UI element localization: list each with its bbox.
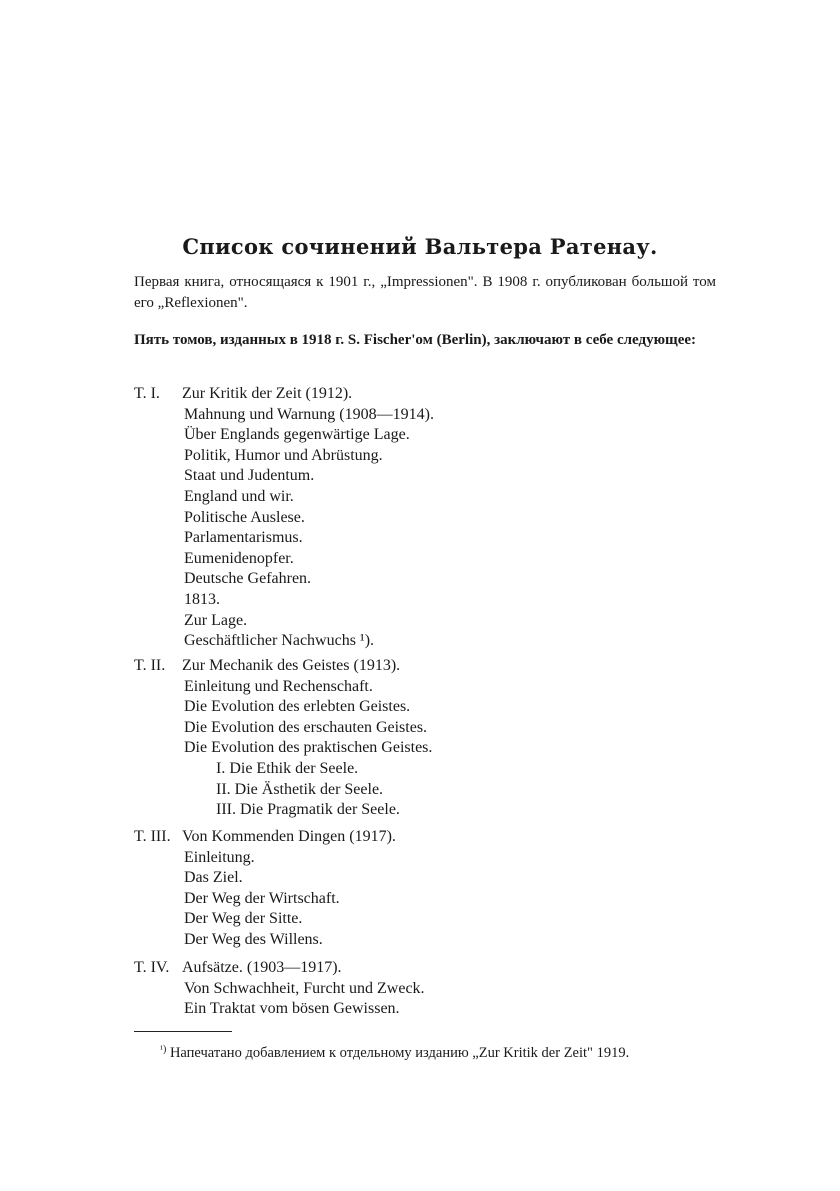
- list-item: Deutsche Gefahren.: [184, 570, 312, 588]
- list-item: Die Evolution des erlebten Geistes.: [184, 698, 411, 716]
- list-item: Politik, Humor und Abrüstung.: [184, 446, 383, 464]
- volume-heading: [134, 827, 724, 848]
- volume-heading: [134, 656, 724, 677]
- volume-number: T. III.: [134, 828, 171, 845]
- footnote-text: Напечатано добавлением к отдельному изданию „Zur Kritik der Zeit" 1919.: [169, 1045, 630, 1061]
- footnote-marker: ¹): [160, 1044, 167, 1055]
- list-item: England und wir.: [184, 487, 294, 505]
- volume-2: [134, 656, 724, 821]
- list-item: Zur Lage.: [184, 611, 248, 629]
- list-item: Über Englands gegenwärtige Lage.: [184, 426, 410, 444]
- list-item: Das Ziel.: [184, 869, 243, 887]
- list-item: Die Evolution des erschauten Geistes.: [184, 718, 428, 736]
- list-item: Der Weg des Willens.: [184, 930, 323, 948]
- list-item: Der Weg der Wirtschaft.: [184, 889, 340, 907]
- intro-paragraph-five-volumes: Пять томов, изданных в 1918 г. S. Fischer'ом (Berlin), заключают в себе следующее:: [134, 332, 697, 348]
- list-item: Mahnung und Warnung (1908—1914).: [184, 405, 434, 423]
- list-item: Die Evolution des praktischen Geistes.: [184, 739, 433, 757]
- volume-number: T. IV.: [134, 959, 170, 976]
- page-title: Список сочинений Вальтера Ратенау.: [182, 234, 658, 259]
- list-item: Staat und Judentum.: [184, 467, 315, 485]
- volume-number: T. I.: [134, 385, 160, 402]
- footnote-divider: [134, 1031, 232, 1032]
- list-item: Einleitung und Rechenschaft.: [184, 677, 373, 695]
- volume-heading: [134, 384, 724, 405]
- volume-title: Aufsätze. (1903—1917).: [182, 959, 342, 976]
- list-item: Eumenidenopfer.: [184, 549, 294, 567]
- footnote: [160, 1044, 730, 1062]
- list-item: Politische Auslese.: [184, 508, 305, 526]
- list-item: Parlamentarismus.: [184, 529, 303, 547]
- volume-heading: [134, 958, 724, 979]
- volume-3: [134, 827, 724, 951]
- volume-title: Von Kommenden Dingen (1917).: [182, 828, 396, 845]
- volume-1: [134, 384, 724, 652]
- sub-list-item: I. Die Ethik der Seele.: [216, 759, 359, 777]
- volume-title: Zur Mechanik des Geistes (1913).: [182, 657, 401, 674]
- intro-paragraph-first-book: Первая книга, относящаяся к 1901 г., „Impressionen". В 1908 г. опубликован большой том его „Reflexionen".: [134, 274, 716, 311]
- sub-list-item: III. Die Pragmatik der Seele.: [216, 801, 400, 819]
- list-item: Geschäftlicher Nachwuchs ¹).: [184, 632, 375, 650]
- list-item: Ein Traktat vom bösen Gewissen.: [184, 1000, 400, 1018]
- volume-number: T. II.: [134, 657, 166, 674]
- volume-4: [134, 958, 724, 1020]
- list-item: Von Schwachheit, Furcht und Zweck.: [184, 979, 425, 997]
- list-item: 1813.: [184, 590, 220, 608]
- sub-list-item: II. Die Ästhetik der Seele.: [216, 780, 384, 798]
- list-item: Der Weg der Sitte.: [184, 910, 303, 928]
- list-item: Einleitung.: [184, 848, 255, 866]
- volume-title: Zur Kritik der Zeit (1912).: [182, 385, 353, 402]
